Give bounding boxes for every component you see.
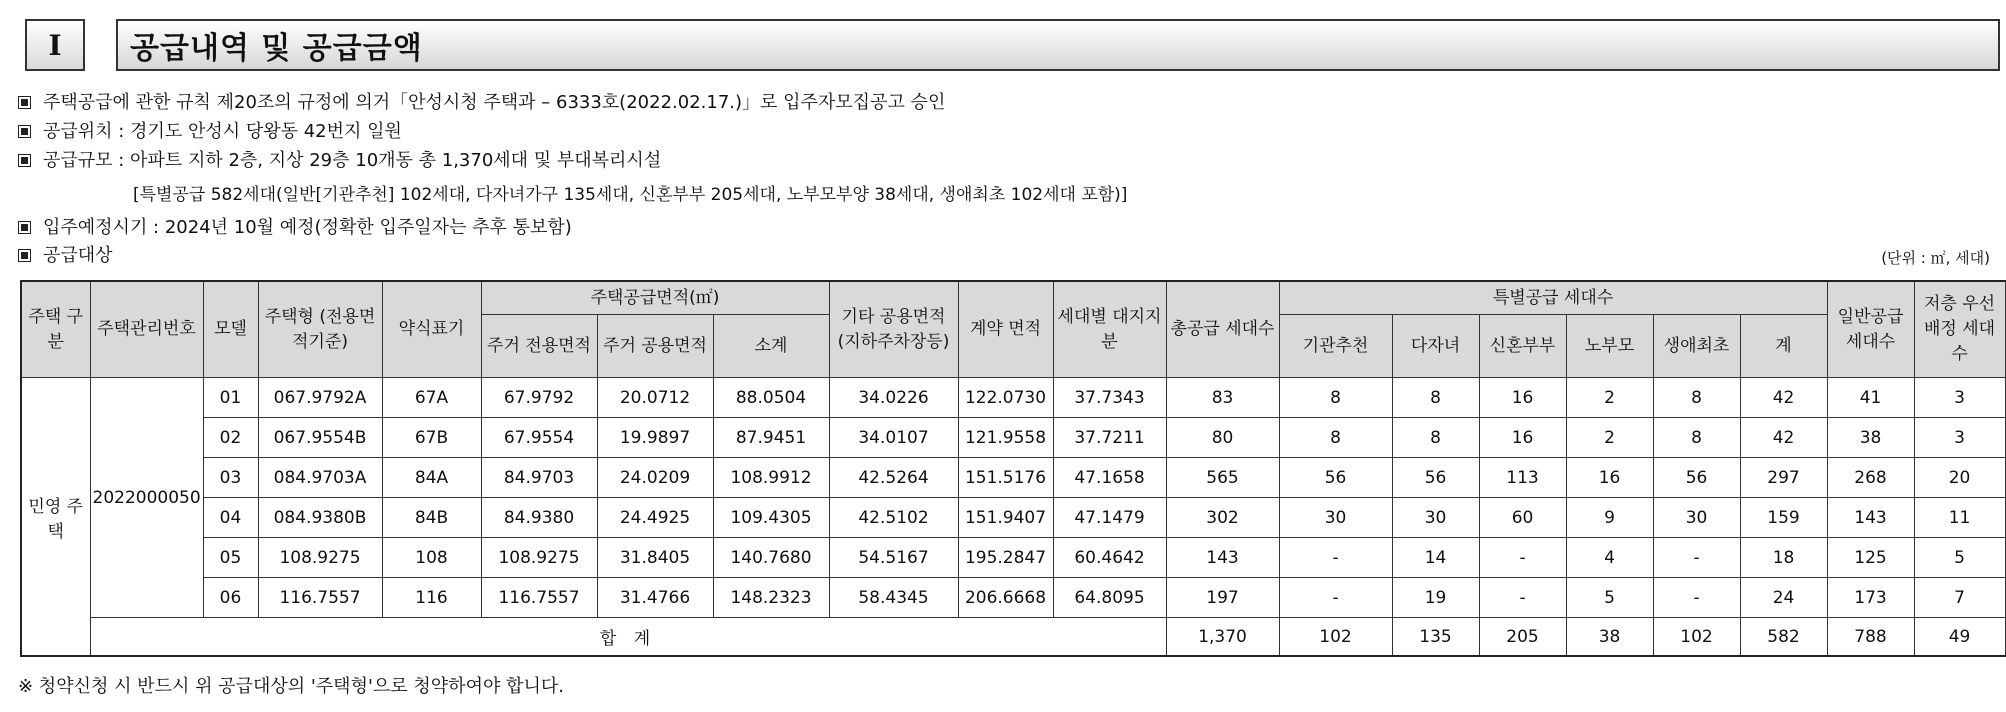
table-cell: 42.5102	[829, 498, 958, 538]
col-multi-child: 다자녀	[1392, 315, 1479, 378]
table-cell: -	[1479, 578, 1566, 618]
total-cell: 38	[1566, 618, 1653, 657]
table-cell: 9	[1566, 498, 1653, 538]
section-title: 공급내역 및 공급금액	[116, 19, 2000, 71]
square-bullet-icon	[18, 96, 31, 109]
note-scale-text: 공급규모 : 아파트 지하 2층, 지상 29층 10개동 총 1,370세대 및 부대복리시설	[43, 150, 662, 171]
col-low-floor: 저층 우선배정 세대수	[1914, 281, 2005, 378]
table-cell: 297	[1740, 458, 1827, 498]
table-cell: 42	[1740, 378, 1827, 418]
square-bullet-icon	[18, 125, 31, 138]
note-move-in	[18, 216, 572, 240]
table-cell: 18	[1740, 538, 1827, 578]
table-cell: 16	[1479, 378, 1566, 418]
col-group-supply-area: 주택공급면적(㎡)	[481, 281, 829, 315]
total-cell: 49	[1914, 618, 2005, 657]
col-special-total: 계	[1740, 315, 1827, 378]
table-cell: 14	[1392, 538, 1479, 578]
section-number: I	[25, 19, 85, 71]
table-cell: 30	[1392, 498, 1479, 538]
square-bullet-icon	[18, 154, 31, 167]
table-cell: 38	[1827, 418, 1914, 458]
table-cell: 67.9792	[481, 378, 597, 418]
cell-category: 민영 주택	[21, 378, 90, 657]
table-cell: 24.0209	[597, 458, 713, 498]
table-cell: 7	[1914, 578, 2005, 618]
table-cell: 88.0504	[713, 378, 829, 418]
table-cell: 41	[1827, 378, 1914, 418]
table-cell: 37.7343	[1053, 378, 1166, 418]
table-cell: 84.9380	[481, 498, 597, 538]
table-cell: 84B	[382, 498, 481, 538]
unit-note: (단위 : ㎡, 세대)	[1881, 249, 1990, 267]
table-cell: 8	[1392, 378, 1479, 418]
table-cell: 195.2847	[958, 538, 1053, 578]
table-cell: 116.7557	[481, 578, 597, 618]
col-exclusive-area: 주거 전용면적	[481, 315, 597, 378]
col-land-share: 세대별 대지지분	[1053, 281, 1166, 378]
table-cell: 143	[1166, 538, 1279, 578]
note-approval	[18, 91, 945, 115]
table-cell: 64.8095	[1053, 578, 1166, 618]
supply-table	[20, 280, 2006, 657]
table-cell: 37.7211	[1053, 418, 1166, 458]
total-cell: 205	[1479, 618, 1566, 657]
note-location-text: 공급위치 : 경기도 안성시 당왕동 42번지 일원	[43, 121, 402, 142]
table-cell: -	[1653, 538, 1740, 578]
col-contract-area: 계약 면적	[958, 281, 1053, 378]
table-cell: 16	[1566, 458, 1653, 498]
footnote: ※ 청약신청 시 반드시 위 공급대상의 '주택형'으로 청약하여야 합니다.	[18, 676, 564, 697]
table-total-row	[21, 618, 2006, 657]
col-newlywed: 신혼부부	[1479, 315, 1566, 378]
table-header-row	[21, 281, 2006, 315]
total-cell: 102	[1279, 618, 1392, 657]
col-common-area: 주거 공용면적	[597, 315, 713, 378]
note-scale-detail: [특별공급 582세대(일반[기관추천] 102세대, 다자녀가구 135세대, 신혼부부 205세대, 노부모부양 38세대, 생애최초 102세대 포함)]	[133, 185, 1128, 205]
table-cell: 108	[382, 538, 481, 578]
col-institution: 기관추천	[1279, 315, 1392, 378]
total-cell: 135	[1392, 618, 1479, 657]
col-first-time: 생애최초	[1653, 315, 1740, 378]
table-cell: 60.4642	[1053, 538, 1166, 578]
table-cell: 56	[1653, 458, 1740, 498]
table-cell: 67B	[382, 418, 481, 458]
total-cell: 1,370	[1166, 618, 1279, 657]
table-cell: 67A	[382, 378, 481, 418]
table-cell: 19.9897	[597, 418, 713, 458]
table-row	[21, 498, 2006, 538]
table-cell: 116.7557	[258, 578, 382, 618]
table-cell: 148.2323	[713, 578, 829, 618]
col-housing-type: 주택형 (전용면적기준)	[258, 281, 382, 378]
table-cell: 19	[1392, 578, 1479, 618]
table-cell: 084.9703A	[258, 458, 382, 498]
table-cell: 34.0226	[829, 378, 958, 418]
total-cell: 102	[1653, 618, 1740, 657]
table-cell: 067.9554B	[258, 418, 382, 458]
table-cell: 03	[203, 458, 258, 498]
table-cell: 87.9451	[713, 418, 829, 458]
table-cell: 31.4766	[597, 578, 713, 618]
table-cell: 108.9912	[713, 458, 829, 498]
table-row	[21, 458, 2006, 498]
col-elderly-parent: 노부모	[1566, 315, 1653, 378]
table-cell: 60	[1479, 498, 1566, 538]
table-cell: 47.1658	[1053, 458, 1166, 498]
table-cell: 565	[1166, 458, 1279, 498]
table-cell: 42	[1740, 418, 1827, 458]
col-subtotal: 소계	[713, 315, 829, 378]
table-cell: 113	[1479, 458, 1566, 498]
table-cell: 143	[1827, 498, 1914, 538]
cell-management-no: 2022000050	[90, 378, 203, 618]
table-cell: 206.6668	[958, 578, 1053, 618]
table-cell: 06	[203, 578, 258, 618]
table-cell: -	[1279, 578, 1392, 618]
table-cell: -	[1479, 538, 1566, 578]
table-cell: 151.5176	[958, 458, 1053, 498]
square-bullet-icon	[18, 249, 31, 262]
table-cell: 151.9407	[958, 498, 1053, 538]
table-row	[21, 538, 2006, 578]
table-cell: 2	[1566, 418, 1653, 458]
table-cell: 31.8405	[597, 538, 713, 578]
table-cell: 2	[1566, 378, 1653, 418]
table-cell: 84.9703	[481, 458, 597, 498]
table-cell: 11	[1914, 498, 2005, 538]
note-scale	[18, 149, 661, 173]
table-cell: 197	[1166, 578, 1279, 618]
table-cell: 109.4305	[713, 498, 829, 538]
table-cell: 3	[1914, 418, 2005, 458]
table-cell: 8	[1392, 418, 1479, 458]
table-cell: 140.7680	[713, 538, 829, 578]
table-cell: 04	[203, 498, 258, 538]
table-cell: 56	[1392, 458, 1479, 498]
table-cell: 30	[1279, 498, 1392, 538]
table-cell: 84A	[382, 458, 481, 498]
table-cell: 54.5167	[829, 538, 958, 578]
table-cell: 34.0107	[829, 418, 958, 458]
table-cell: 30	[1653, 498, 1740, 538]
table-cell: 173	[1827, 578, 1914, 618]
col-model: 모델	[203, 281, 258, 378]
note-location	[18, 120, 402, 144]
square-bullet-icon	[18, 221, 31, 234]
note-move-in-text: 입주예정시기 : 2024년 10월 예정(정확한 입주일자는 추후 통보함)	[43, 217, 572, 238]
col-abbr: 약식표기	[382, 281, 481, 378]
table-cell: 80	[1166, 418, 1279, 458]
table-cell: 108.9275	[481, 538, 597, 578]
table-cell: 268	[1827, 458, 1914, 498]
note-approval-text: 주택공급에 관한 규칙 제20조의 규정에 의거「안성시청 주택과 – 6333호(2022.02.17.)」로 입주자모집공고 승인	[43, 92, 946, 113]
table-cell: 83	[1166, 378, 1279, 418]
table-cell: 3	[1914, 378, 2005, 418]
table-cell: 8	[1279, 418, 1392, 458]
table-body	[21, 378, 2006, 657]
table-cell: 24.4925	[597, 498, 713, 538]
col-group-special: 특별공급 세대수	[1279, 281, 1827, 315]
col-total-units: 총공급 세대수	[1166, 281, 1279, 378]
table-cell: 159	[1740, 498, 1827, 538]
col-other-common: 기타 공용면적 (지하주차장등)	[829, 281, 958, 378]
table-cell: -	[1653, 578, 1740, 618]
table-cell: 47.1479	[1053, 498, 1166, 538]
col-general-units: 일반공급 세대수	[1827, 281, 1914, 378]
table-cell: 42.5264	[829, 458, 958, 498]
table-cell: 67.9554	[481, 418, 597, 458]
table-cell: 16	[1479, 418, 1566, 458]
total-label: 합 계	[90, 618, 1166, 657]
table-cell: 108.9275	[258, 538, 382, 578]
table-cell: 05	[203, 538, 258, 578]
table-cell: 8	[1279, 378, 1392, 418]
table-cell: 58.4345	[829, 578, 958, 618]
table-cell: -	[1279, 538, 1392, 578]
table-cell: 084.9380B	[258, 498, 382, 538]
table-cell: 01	[203, 378, 258, 418]
table-cell: 121.9558	[958, 418, 1053, 458]
table-cell: 4	[1566, 538, 1653, 578]
table-cell: 20	[1914, 458, 2005, 498]
table-cell: 5	[1914, 538, 2005, 578]
col-category: 주택 구분	[21, 281, 90, 378]
note-target	[18, 244, 113, 268]
total-cell: 582	[1740, 618, 1827, 657]
total-cell: 788	[1827, 618, 1914, 657]
table-row	[21, 378, 2006, 418]
table-cell: 122.0730	[958, 378, 1053, 418]
table-cell: 8	[1653, 378, 1740, 418]
table-cell: 8	[1653, 418, 1740, 458]
table-row	[21, 418, 2006, 458]
table-cell: 302	[1166, 498, 1279, 538]
table-cell: 125	[1827, 538, 1914, 578]
table-cell: 067.9792A	[258, 378, 382, 418]
table-cell: 116	[382, 578, 481, 618]
col-management-no: 주택관리번호	[90, 281, 203, 378]
table-cell: 56	[1279, 458, 1392, 498]
table-cell: 02	[203, 418, 258, 458]
table-row	[21, 578, 2006, 618]
table-cell: 5	[1566, 578, 1653, 618]
note-target-text: 공급대상	[43, 245, 113, 266]
table-cell: 20.0712	[597, 378, 713, 418]
table-cell: 24	[1740, 578, 1827, 618]
